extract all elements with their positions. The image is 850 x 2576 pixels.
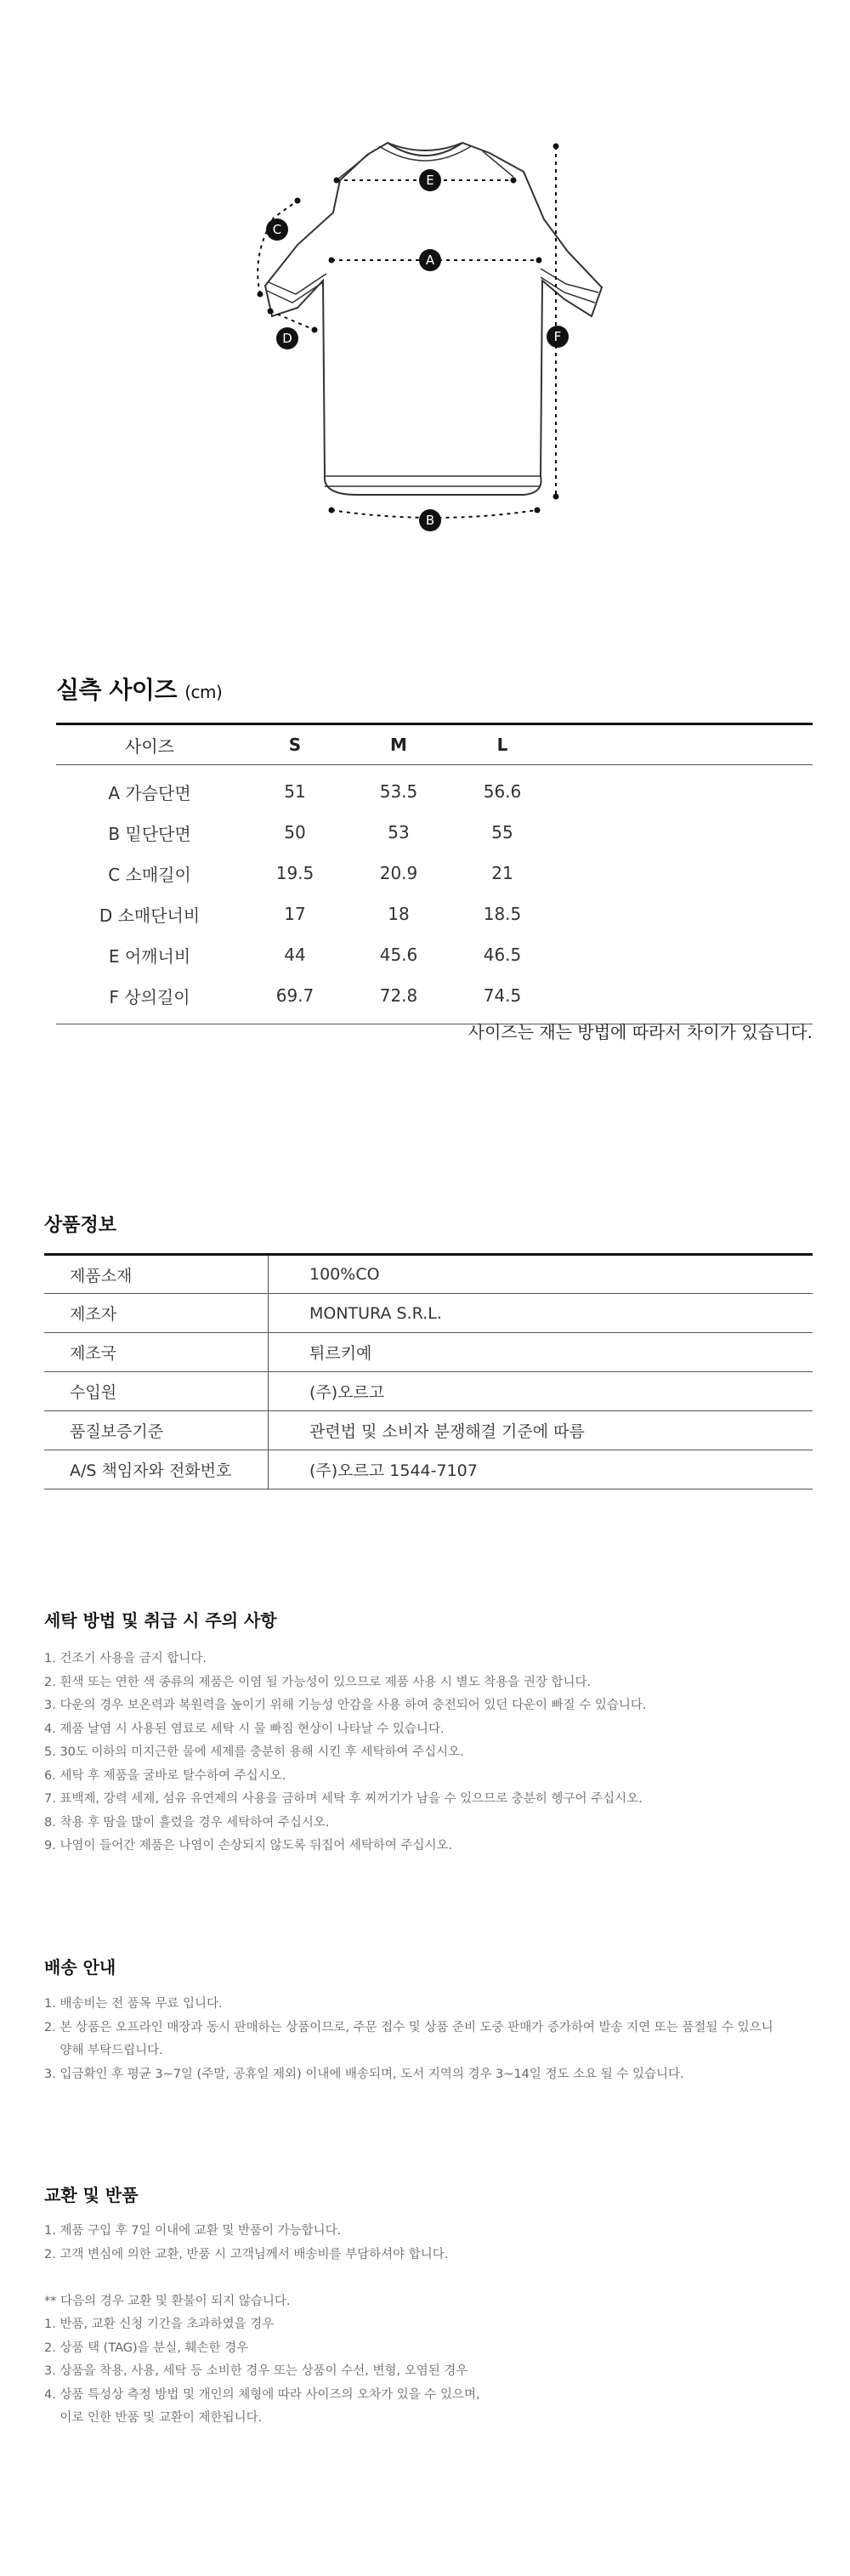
- size-table-header: [56, 724, 813, 765]
- row-label: B 밑단단면: [108, 823, 191, 844]
- label-d-badge: [276, 327, 298, 349]
- t-shirt-measurement-diagram: [230, 119, 620, 544]
- header-m: M: [347, 724, 450, 765]
- cell-l: 18.5: [483, 904, 522, 924]
- list-item: 1. 반품, 교환 신청 기간을 초과하였을 경우: [44, 2318, 275, 2331]
- label-e-badge: [419, 169, 441, 191]
- info-value: (주)오르고 1544-7107: [269, 1450, 813, 1489]
- list-item: 1. 배송비는 전 품목 무료 입니다.: [44, 1997, 223, 2011]
- list-item: 1. 건조기 사용을 금지 합니다.: [44, 1652, 207, 1665]
- cell-l: 46.5: [483, 945, 522, 965]
- info-key: 제품소재: [44, 1255, 269, 1294]
- table-row: [44, 1411, 813, 1450]
- cell-l: 74.5: [450, 975, 554, 1024]
- row-label: D 소매단너비: [99, 905, 201, 926]
- table-row: [44, 1333, 813, 1372]
- svg-text:B: B: [425, 513, 435, 528]
- cell-m: 72.8: [347, 975, 450, 1024]
- washing-title: 세탁 방법 및 취급 시 주의 사항: [44, 1610, 277, 1631]
- svg-text:E: E: [426, 173, 434, 188]
- table-row: [56, 894, 813, 934]
- cell-m: 53: [388, 822, 410, 843]
- size-chart-unit: (cm): [184, 682, 223, 702]
- list-item: 2. 고객 변심에 의한 교환, 반품 시 고객님께서 배송비를 부담하셔야 합니다.: [44, 2247, 449, 2261]
- table-row: [44, 1294, 813, 1333]
- size-chart-title-text: 실측 사이즈: [56, 676, 177, 704]
- cell-m: 18: [388, 904, 410, 924]
- list-item: 이로 인한 반품 및 교환이 제한됩니다.: [44, 2411, 263, 2425]
- exchange-list: [44, 2220, 809, 2431]
- shipping-list: [44, 1993, 809, 2086]
- table-row: [44, 1255, 813, 1294]
- info-key: 제조자: [44, 1294, 269, 1333]
- info-key: 수입원: [44, 1372, 269, 1411]
- header-size: 사이즈: [56, 724, 243, 765]
- size-table: [56, 723, 813, 1024]
- list-item: 9. 나염이 들어간 제품은 나염이 손상되지 않도록 뒤집어 세탁하여 주십시오.: [44, 1839, 453, 1853]
- cell-s: 44: [284, 945, 306, 965]
- list-item: 3. 다운의 경우 보온력과 복원력을 높이기 위해 기능성 안감을 사용 하여 충전되어 있던 다운이 빠질 수 있습니다.: [44, 1699, 647, 1712]
- header-l: L: [450, 724, 554, 765]
- size-note: 사이즈는 재는 방법에 따라서 차이가 있습니다.: [468, 1022, 813, 1042]
- info-value: (주)오르고: [269, 1372, 813, 1411]
- cell-s: 17: [284, 904, 306, 924]
- t-shirt-outline: [265, 143, 602, 495]
- row-label: E 어깨너비: [108, 945, 191, 967]
- row-label: F 상의길이: [56, 975, 243, 1024]
- label-f-badge: [547, 326, 569, 348]
- info-value: MONTURA S.R.L.: [269, 1294, 813, 1333]
- list-item: [44, 2267, 809, 2290]
- cell-m: 53.5: [379, 781, 418, 802]
- cell-m: 45.6: [379, 945, 418, 965]
- table-row: [56, 765, 813, 813]
- cell-l: 21: [491, 863, 513, 883]
- table-row: [44, 1450, 813, 1489]
- svg-text:D: D: [282, 331, 292, 346]
- list-item: 양해 부탁드립니다.: [44, 2044, 163, 2057]
- product-info-table: [44, 1253, 813, 1489]
- list-item: 3. 상품을 착용, 사용, 세탁 등 소비한 경우 또는 상품이 수선, 변형, 오염된 경우: [44, 2364, 468, 2378]
- info-value: 튀르키예: [269, 1333, 813, 1372]
- list-item: ** 다음의 경우 교환 및 환불이 되지 않습니다.: [44, 2294, 291, 2308]
- cell-s: 19.5: [275, 863, 314, 883]
- list-item: 4. 상품 특성상 측정 방법 및 개인의 체형에 따라 사이즈의 오차가 있을 수 있으며,: [44, 2387, 480, 2402]
- product-info-title: 상품정보: [44, 1215, 117, 1236]
- cell-l: 56.6: [483, 781, 522, 802]
- cell-m: 20.9: [379, 863, 418, 883]
- header-s: S: [243, 724, 347, 765]
- row-label: C 소매길이: [108, 864, 191, 885]
- label-a-badge: [419, 249, 441, 271]
- list-item: 2. 상품 택 (TAG)을 분실, 훼손한 경우: [44, 2341, 249, 2355]
- cell-l: 55: [491, 822, 513, 843]
- list-item: 7. 표백제, 강력 세제, 섬유 유연제의 사용을 금하며 세탁 후 찌꺼기가 남을 수 있으므로 충분히 헹구어 주십시오.: [44, 1792, 643, 1806]
- table-row: [56, 812, 813, 853]
- list-item: 5. 30도 이하의 미지근한 물에 세제를 충분히 용해 시킨 후 세탁하여 주십시오.: [44, 1745, 464, 1759]
- list-item: 6. 세탁 후 제품을 굴바로 탈수하여 주십시오.: [44, 1768, 286, 1783]
- svg-text:F: F: [553, 329, 562, 344]
- washing-list: [44, 1648, 809, 1858]
- table-row: [56, 975, 813, 1024]
- info-value: 관련법 및 소비자 분쟁해결 기준에 따름: [269, 1411, 813, 1450]
- list-item: 1. 제품 구입 후 7일 이내에 교환 및 반품이 가능합니다.: [44, 2224, 342, 2238]
- list-item: 3. 입금확인 후 평균 3~7일 (주말, 공휴일 제외) 이내에 배송되며, 도서 지역의 경우 3~14일 정도 소요 될 수 있습니다.: [44, 2067, 684, 2081]
- label-b-badge: [419, 509, 441, 531]
- cell-s: 50: [284, 822, 306, 843]
- table-row: [44, 1372, 813, 1411]
- shipping-title: 배송 안내: [44, 1957, 116, 1977]
- info-key: 제조국: [44, 1333, 269, 1372]
- cell-s: 51: [284, 781, 306, 802]
- svg-text:C: C: [272, 222, 282, 237]
- info-key: A/S 책임자와 전화번호: [44, 1450, 269, 1489]
- list-item: 4. 제품 날염 시 사용된 염료로 세탁 시 물 빠짐 현상이 나타날 수 있습니다.: [44, 1722, 445, 1736]
- svg-text:A: A: [425, 252, 435, 268]
- list-item: 2. 흰색 또는 연한 색 종류의 제품은 이염 될 가능성이 있으므로 제품 사용 시 별도 착용을 권장 합니다.: [44, 1675, 592, 1689]
- row-label: A 가슴단면: [108, 782, 191, 803]
- size-chart-title: [56, 672, 222, 706]
- list-item: 2. 본 상품은 오프라인 매장과 동시 판매하는 상품이므로, 주문 접수 및 상품 준비 도중 판매가 증가하여 발송 지연 또는 품절될 수 있으니: [44, 2020, 774, 2034]
- exchange-title: 교환 및 반품: [44, 2185, 139, 2205]
- cell-s: 69.7: [243, 975, 347, 1024]
- table-row: [56, 853, 813, 894]
- info-value: 100%CO: [269, 1255, 813, 1294]
- list-item: 8. 착용 후 땀을 많이 흘렸을 경우 세탁하여 주십시오.: [44, 1815, 330, 1830]
- label-c-badge: [266, 218, 288, 241]
- info-key: 품질보증기준: [44, 1411, 269, 1450]
- table-row: [56, 934, 813, 975]
